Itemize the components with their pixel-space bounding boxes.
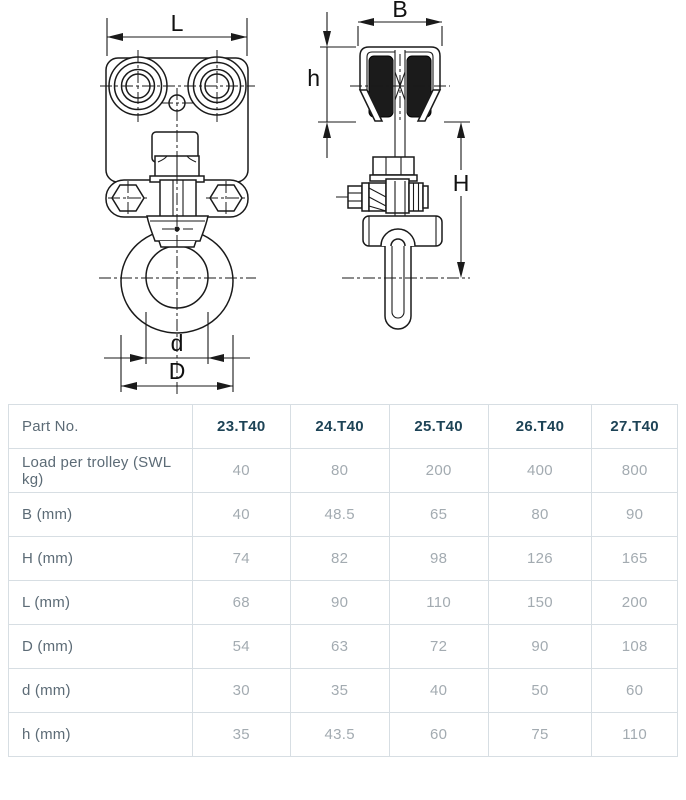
row-label: L (mm) [9,581,193,625]
cell-value: 65 [389,493,488,537]
eye-side [385,242,411,329]
cell-value: 40 [389,669,488,713]
cell-value: 43.5 [290,713,389,757]
cell-value: 200 [389,449,488,493]
dim-label-L: L [170,10,184,36]
table-row [9,537,678,581]
cell-value: 63 [290,625,389,669]
spec-table [8,404,678,757]
cell-value: 48.5 [290,493,389,537]
table-header-row [9,405,678,449]
cell-value: 400 [488,449,592,493]
table-row [9,581,678,625]
cell-value: 80 [488,493,592,537]
cell-value: 150 [488,581,592,625]
row-label: d (mm) [9,669,193,713]
table-row [9,713,678,757]
cell-value: 60 [389,713,488,757]
table-row [9,493,678,537]
dim-label-h: h [307,65,320,91]
row-label: D (mm) [9,625,193,669]
cell-value: 35 [290,669,389,713]
column-header: 24.T40 [290,405,389,449]
dim-label-D: D [168,358,186,384]
cell-value: 75 [488,713,592,757]
cell-value: 98 [389,537,488,581]
column-header: 25.T40 [389,405,488,449]
cell-value: 35 [192,713,290,757]
cell-value: 40 [192,449,290,493]
cell-value: 54 [192,625,290,669]
cell-value: 82 [290,537,389,581]
cell-value: 40 [192,493,290,537]
table-header-part-no: Part No. [9,405,193,449]
cell-value: 90 [592,493,678,537]
table-row [9,449,678,493]
cell-value: 72 [389,625,488,669]
dim-label-B: B [392,0,408,22]
table-row [9,669,678,713]
cell-value: 74 [192,537,290,581]
cell-value: 200 [592,581,678,625]
row-label: B (mm) [9,493,193,537]
front-view [99,10,256,394]
cell-value: 90 [488,625,592,669]
row-label: h (mm) [9,713,193,757]
cell-value: 60 [592,669,678,713]
column-header: 27.T40 [592,405,678,449]
cell-value: 90 [290,581,389,625]
cell-value: 68 [192,581,290,625]
dim-label-H: H [452,170,470,196]
cell-value: 110 [592,713,678,757]
table-row [9,625,678,669]
column-header: 26.T40 [488,405,592,449]
column-header: 23.T40 [192,405,290,449]
cell-value: 110 [389,581,488,625]
cell-value: 50 [488,669,592,713]
row-label: Load per trolley (SWL kg) [9,449,193,493]
cell-value: 80 [290,449,389,493]
cell-value: 800 [592,449,678,493]
cell-value: 30 [192,669,290,713]
side-view [307,0,470,329]
cell-value: 108 [592,625,678,669]
cell-value: 126 [488,537,592,581]
dim-label-d: d [170,330,184,356]
row-label: H (mm) [9,537,193,581]
cell-value: 165 [592,537,678,581]
